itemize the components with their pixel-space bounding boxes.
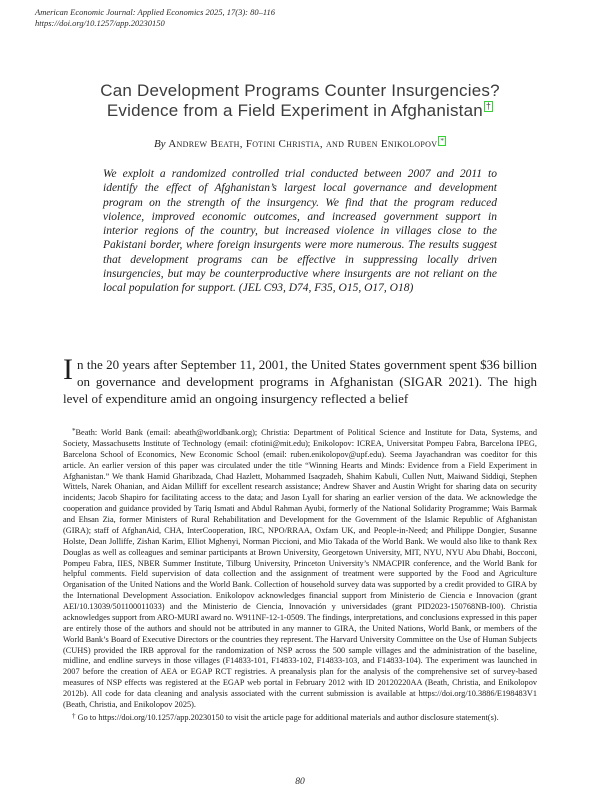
dagger-footnote-text: Go to https://doi.org/10.1257/app.20230150 to visit the article page for additional materials and author disclosure statement(s). <box>77 712 499 722</box>
title-dagger-link[interactable]: † <box>485 100 492 111</box>
journal-header <box>35 7 275 28</box>
article-title <box>0 81 600 120</box>
author-footnote <box>63 426 537 711</box>
dagger-marker: † <box>72 711 76 720</box>
journal-doi[interactable]: https://doi.org/10.1257/app.20230150 <box>35 17 165 28</box>
intro-text: n the 20 years after September 11, 2001, the United States government spent $36 billion on governance and development programs in Afghanistan (SIGAR 2021). The high level of expenditure amid an ongoing insurgency reflected a belief <box>63 357 537 406</box>
dropcap: I <box>63 353 73 386</box>
page-number: 80 <box>295 777 305 787</box>
article-title-line1: Can Development Programs Counter Insurgencies? <box>100 81 500 100</box>
abstract: We exploit a randomized controlled trial conducted between 2007 and 2011 to identify the effect of Afghanistan’s largest local governance and development program on the strength of the insurgency. We find that the program reduced violence, improved economic outcomes, and increased government support in interior regions of the country, but increased violence in villages close to the Pakistani border, where foreign insurgents were more numerous. The results suggest that development programs can be effective in suppressing locally driven insurgencies, but may be counterproductive where insurgents are not reliant on the local population for support. (JEL C93, D74, F35, O15, O17, O18) <box>103 168 497 295</box>
dagger-footnote <box>63 711 537 724</box>
byline-authors: Andrew Beath, Fotini Christia, and Ruben Enikolopov <box>168 138 438 150</box>
intro-paragraph <box>63 353 537 407</box>
article-title-line2 <box>0 101 600 121</box>
journal-citation: American Economic Journal: Applied Economics 2025, 17(3): 80–116 <box>35 7 275 17</box>
article-title-line2-text: Evidence from a Field Experiment in Afghanistan <box>106 100 483 120</box>
byline-by: By <box>153 138 166 150</box>
footnotes <box>63 426 537 724</box>
byline <box>0 136 600 150</box>
author-footnote-text: Beath: World Bank (email: abeath@worldbank.org); Christia: Department of Political Science and Institute for Data, Systems, and Society, Massachusetts Institute of Technology (email: cfotini@mit.edu); Enikolopov: ICREA, Universitat Pompeu Fabra, Barcelona IPEG, Barcelona School of Economics, New Economic School (email: ruben.enikolopov@upf.edu). Seema Jayachandran was coeditor for this article. An earlier version of this paper was circulated under the title “Winning Hearts and Minds: Evidence from a Field Experiment in Afghanistan.” We thank Hamid Gharibzada, Chad Hazlett, Mohammed Isaqzadeh, Shahim Kabuli, Cullen Nutt, Maiwand Siddiqi, Stephen Wittels, Narek Ohanian, and Aidan Milliff for excellent research assistance; Andrew Shaver and Austin Wright for sharing data on security incidents; Jacob Shapiro for facilitating access to the data; and Jason Lyall for sharing an earlier version of the data. We acknowledge the cooperation and guidance provided by Tariq Ismati and Abdul Rahman Ayubi, formerly of the National Solidarity Programme; Wais Barmak and Ehsan Zia, former Ministers of Rural Rehabilitation and Development for the Government of the Islamic Republic of Afghanistan (GIRA); staff of AfghanAid, CHA, InterCooperation, IRC, NPO/RRAA, Oxfam UK, and People-in-Need; and Philippe Dongier, Susanne Holste, Dean Jolliffe, Zishan Karim, Elliot Mghenyi, Norman Piccioni, and Mio Takada of the World Bank. We would also like to thank Rex Douglas as well as colleagues and seminar participants at Brown University, Georgetown University, MIT, NYU, NYU Abu Dhabi, Bocconi, Pompeu Fabra, IIES, NBER Summer Institute, Tilburg University, Princeton University’s NMACPIR conference, and the World Bank for helpful comments. Field supervision of data collection and the assignment of treatment were supported by the Food and Agriculture Organisation of the United Nations and the World Bank. Collection of household survey data was supported by a credit provided to GIRA by the International Development Association. Enikolopov acknowledges financial support from Ministerio de Ciencia e Innovacion (grant AEI/10.13039/501100011033) and the Ministerio de Ciencia, Innovación y universidades (grant PID2023-150768NB-I00). Christia acknowledges support from ARO-MURI award no. W911NF-12-1-0509. The findings, interpretations, and conclusions expressed in this paper are entirely those of the authors and should not be attributed in any manner to GIRA, the United Nations, World Bank, or members of the World Bank’s Board of Executive Directors or the countries they represent. The Harvard University Committee on the Use of Human Subjects (CUHS) provided the IRB approval for the randomization of NSP across the 500 sample villages and the administration of the baseline, midline, and endline surveys in those villages (F14833-101, F14833-102, F14833-103, and F14833-104). The experiment was launched in 2007 before the creation of AEA or EGAP RCT registries. A preanalysis plan for the analysis of the comprehensive set of survey-based measures of NSP effects was registered at the EGAP web portal in February 2012 with ID 20120220AA (Beath, Christia, and Enikolopov 2012b). All code for data cleaning and analysis associated with the current submission is available at https://doi.org/10.3886/E198483V1 (Beath, Christia, and Enikolopov 2025). <box>63 428 537 709</box>
author-footnote-link[interactable]: * <box>440 136 445 145</box>
star-marker: * <box>72 427 76 435</box>
